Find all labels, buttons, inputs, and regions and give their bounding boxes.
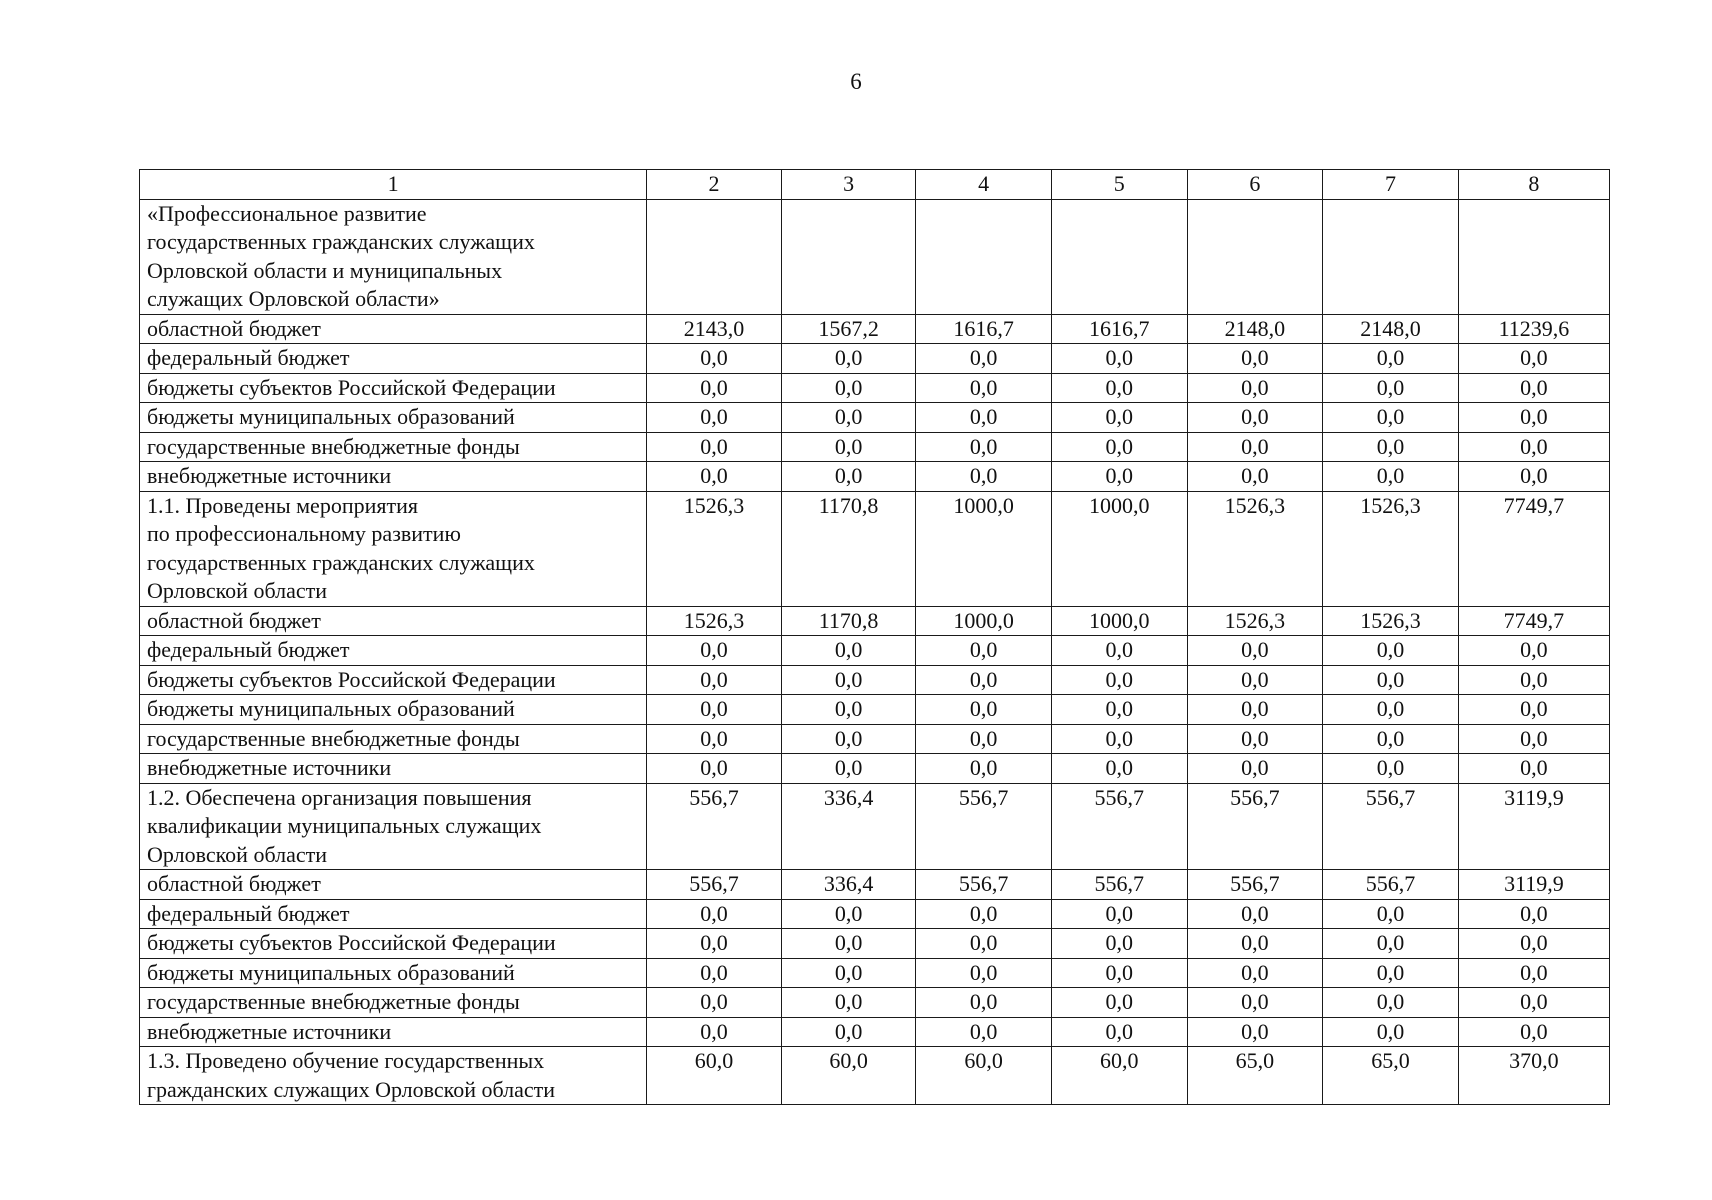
value-cell: 0,0 bbox=[647, 724, 782, 754]
row-label: государственные внебюджетные фонды bbox=[140, 988, 647, 1018]
column-number-header: 7 bbox=[1323, 170, 1459, 200]
value-cell: 556,7 bbox=[916, 783, 1052, 870]
value-cell: 336,4 bbox=[781, 783, 916, 870]
value-cell: 1526,3 bbox=[647, 491, 782, 606]
row-label-line: служащих Орловской области» bbox=[147, 286, 440, 311]
value-cell bbox=[916, 199, 1052, 314]
value-cell: 556,7 bbox=[647, 783, 782, 870]
value-cell: 0,0 bbox=[1187, 665, 1323, 695]
value-cell: 0,0 bbox=[1458, 373, 1609, 403]
row-label: федеральный бюджет bbox=[140, 636, 647, 666]
row-label: бюджеты субъектов Российской Федерации bbox=[140, 929, 647, 959]
value-cell: 556,7 bbox=[1051, 870, 1187, 900]
value-cell: 0,0 bbox=[1458, 432, 1609, 462]
value-cell: 7749,7 bbox=[1458, 491, 1609, 606]
value-cell: 0,0 bbox=[1051, 695, 1187, 725]
value-cell: 0,0 bbox=[1187, 344, 1323, 374]
table-row bbox=[140, 1047, 1610, 1105]
row-label-line: по профессиональному развитию bbox=[147, 521, 461, 546]
column-number-header: 6 bbox=[1187, 170, 1323, 200]
budget-table bbox=[139, 169, 1610, 1105]
value-cell: 0,0 bbox=[916, 432, 1052, 462]
value-cell: 0,0 bbox=[916, 929, 1052, 959]
value-cell: 60,0 bbox=[916, 1047, 1052, 1105]
value-cell: 2148,0 bbox=[1323, 314, 1459, 344]
value-cell: 0,0 bbox=[647, 403, 782, 433]
value-cell: 0,0 bbox=[647, 929, 782, 959]
value-cell: 0,0 bbox=[1458, 929, 1609, 959]
value-cell: 0,0 bbox=[916, 636, 1052, 666]
value-cell: 0,0 bbox=[781, 988, 916, 1018]
column-number-header: 4 bbox=[916, 170, 1052, 200]
value-cell: 0,0 bbox=[916, 403, 1052, 433]
value-cell bbox=[781, 199, 916, 314]
value-cell: 0,0 bbox=[1458, 1017, 1609, 1047]
value-cell: 0,0 bbox=[647, 754, 782, 784]
value-cell: 1000,0 bbox=[916, 606, 1052, 636]
value-cell: 0,0 bbox=[1051, 988, 1187, 1018]
value-cell: 0,0 bbox=[781, 432, 916, 462]
value-cell: 0,0 bbox=[916, 695, 1052, 725]
value-cell: 0,0 bbox=[1187, 462, 1323, 492]
value-cell: 0,0 bbox=[1458, 899, 1609, 929]
row-label-line: «Профессиональное развитие bbox=[147, 200, 427, 226]
value-cell: 0,0 bbox=[781, 403, 916, 433]
value-cell: 0,0 bbox=[1051, 462, 1187, 492]
value-cell: 0,0 bbox=[781, 695, 916, 725]
table-row bbox=[140, 783, 1610, 870]
table-row bbox=[140, 724, 1610, 754]
table-row bbox=[140, 899, 1610, 929]
value-cell: 0,0 bbox=[1187, 636, 1323, 666]
value-cell: 0,0 bbox=[916, 665, 1052, 695]
table-row bbox=[140, 432, 1610, 462]
value-cell: 60,0 bbox=[647, 1047, 782, 1105]
value-cell: 0,0 bbox=[1458, 695, 1609, 725]
value-cell: 556,7 bbox=[1323, 870, 1459, 900]
value-cell: 1616,7 bbox=[916, 314, 1052, 344]
value-cell: 0,0 bbox=[1051, 403, 1187, 433]
column-number-header: 1 bbox=[140, 170, 647, 200]
value-cell: 1526,3 bbox=[1187, 606, 1323, 636]
value-cell: 556,7 bbox=[1323, 783, 1459, 870]
value-cell: 0,0 bbox=[1458, 958, 1609, 988]
row-label-line: государственных гражданских служащих bbox=[147, 229, 535, 254]
row-label: областной бюджет bbox=[140, 606, 647, 636]
row-label bbox=[140, 783, 647, 870]
row-label: областной бюджет bbox=[140, 314, 647, 344]
value-cell: 0,0 bbox=[781, 754, 916, 784]
row-label: бюджеты субъектов Российской Федерации bbox=[140, 665, 647, 695]
value-cell: 0,0 bbox=[1051, 344, 1187, 374]
value-cell: 0,0 bbox=[1323, 432, 1459, 462]
value-cell: 0,0 bbox=[1458, 988, 1609, 1018]
value-cell: 0,0 bbox=[1187, 929, 1323, 959]
value-cell: 3119,9 bbox=[1458, 870, 1609, 900]
value-cell: 0,0 bbox=[1187, 1017, 1323, 1047]
value-cell: 0,0 bbox=[1187, 988, 1323, 1018]
value-cell: 0,0 bbox=[1323, 462, 1459, 492]
value-cell: 0,0 bbox=[916, 988, 1052, 1018]
value-cell: 0,0 bbox=[781, 373, 916, 403]
value-cell: 0,0 bbox=[1051, 636, 1187, 666]
value-cell: 0,0 bbox=[1323, 403, 1459, 433]
row-label-line: гражданских служащих Орловской области bbox=[147, 1076, 556, 1102]
value-cell: 0,0 bbox=[1051, 373, 1187, 403]
value-cell: 0,0 bbox=[781, 462, 916, 492]
value-cell: 0,0 bbox=[1187, 373, 1323, 403]
value-cell bbox=[1458, 199, 1609, 314]
value-cell: 0,0 bbox=[647, 1017, 782, 1047]
row-label-line: Орловской области bbox=[147, 578, 327, 603]
row-label bbox=[140, 199, 647, 314]
row-label-line: 1.2. Обеспечена организация повышения bbox=[147, 784, 532, 810]
value-cell: 1526,3 bbox=[1187, 491, 1323, 606]
row-label: федеральный бюджет bbox=[140, 899, 647, 929]
value-cell: 0,0 bbox=[916, 958, 1052, 988]
value-cell: 2148,0 bbox=[1187, 314, 1323, 344]
value-cell: 0,0 bbox=[1323, 373, 1459, 403]
value-cell: 0,0 bbox=[647, 636, 782, 666]
value-cell: 0,0 bbox=[916, 1017, 1052, 1047]
value-cell: 0,0 bbox=[916, 754, 1052, 784]
column-number-header: 2 bbox=[647, 170, 782, 200]
value-cell: 556,7 bbox=[647, 870, 782, 900]
value-cell: 0,0 bbox=[1323, 344, 1459, 374]
value-cell: 0,0 bbox=[781, 1017, 916, 1047]
value-cell: 0,0 bbox=[1323, 754, 1459, 784]
value-cell: 0,0 bbox=[1458, 403, 1609, 433]
value-cell: 0,0 bbox=[1323, 636, 1459, 666]
value-cell: 0,0 bbox=[1458, 665, 1609, 695]
row-label-line: 1.1. Проведены мероприятия bbox=[147, 492, 418, 518]
row-label: внебюджетные источники bbox=[140, 754, 647, 784]
value-cell bbox=[1051, 199, 1187, 314]
value-cell: 0,0 bbox=[1323, 899, 1459, 929]
row-label: областной бюджет bbox=[140, 870, 647, 900]
value-cell: 556,7 bbox=[1051, 783, 1187, 870]
row-label: бюджеты субъектов Российской Федерации bbox=[140, 373, 647, 403]
table-row bbox=[140, 1017, 1610, 1047]
value-cell: 1526,3 bbox=[647, 606, 782, 636]
value-cell: 0,0 bbox=[781, 636, 916, 666]
value-cell: 0,0 bbox=[1051, 432, 1187, 462]
value-cell: 1170,8 bbox=[781, 491, 916, 606]
table-row bbox=[140, 988, 1610, 1018]
table-row bbox=[140, 636, 1610, 666]
value-cell: 65,0 bbox=[1187, 1047, 1323, 1105]
value-cell: 0,0 bbox=[1187, 432, 1323, 462]
column-number-header: 3 bbox=[781, 170, 916, 200]
value-cell: 0,0 bbox=[916, 462, 1052, 492]
table-row bbox=[140, 314, 1610, 344]
value-cell: 0,0 bbox=[1458, 754, 1609, 784]
value-cell: 0,0 bbox=[916, 344, 1052, 374]
header-row bbox=[140, 170, 1610, 200]
row-label-line: Орловской области и муниципальных bbox=[147, 257, 503, 283]
row-label: внебюджетные источники bbox=[140, 462, 647, 492]
value-cell bbox=[1187, 199, 1323, 314]
value-cell: 0,0 bbox=[647, 695, 782, 725]
value-cell: 0,0 bbox=[1458, 724, 1609, 754]
value-cell bbox=[1323, 199, 1459, 314]
value-cell: 7749,7 bbox=[1458, 606, 1609, 636]
value-cell: 0,0 bbox=[1187, 724, 1323, 754]
value-cell: 0,0 bbox=[781, 665, 916, 695]
value-cell: 0,0 bbox=[1051, 899, 1187, 929]
table-row bbox=[140, 344, 1610, 374]
row-label-line: государственных гражданских служащих bbox=[147, 549, 535, 575]
value-cell: 1000,0 bbox=[1051, 606, 1187, 636]
value-cell: 556,7 bbox=[916, 870, 1052, 900]
value-cell: 0,0 bbox=[781, 929, 916, 959]
value-cell: 11239,6 bbox=[1458, 314, 1609, 344]
value-cell: 556,7 bbox=[1187, 870, 1323, 900]
value-cell: 370,0 bbox=[1458, 1047, 1609, 1105]
row-label: бюджеты муниципальных образований bbox=[140, 958, 647, 988]
value-cell: 0,0 bbox=[647, 899, 782, 929]
row-label: государственные внебюджетные фонды bbox=[140, 724, 647, 754]
value-cell: 60,0 bbox=[781, 1047, 916, 1105]
value-cell: 0,0 bbox=[1323, 1017, 1459, 1047]
value-cell: 1616,7 bbox=[1051, 314, 1187, 344]
value-cell: 0,0 bbox=[781, 958, 916, 988]
table-row bbox=[140, 754, 1610, 784]
value-cell: 0,0 bbox=[647, 462, 782, 492]
value-cell: 1000,0 bbox=[916, 491, 1052, 606]
table-row bbox=[140, 606, 1610, 636]
row-label: государственные внебюджетные фонды bbox=[140, 432, 647, 462]
table-row bbox=[140, 695, 1610, 725]
page-number: 6 bbox=[850, 69, 862, 94]
row-label-line: квалификации муниципальных служащих bbox=[147, 813, 542, 838]
row-label: внебюджетные источники bbox=[140, 1017, 647, 1047]
value-cell: 0,0 bbox=[1323, 929, 1459, 959]
value-cell: 0,0 bbox=[647, 344, 782, 374]
value-cell: 0,0 bbox=[1187, 754, 1323, 784]
value-cell: 0,0 bbox=[1051, 958, 1187, 988]
row-label bbox=[140, 1047, 647, 1105]
value-cell: 0,0 bbox=[1458, 462, 1609, 492]
row-label: бюджеты муниципальных образований bbox=[140, 403, 647, 433]
value-cell: 0,0 bbox=[916, 899, 1052, 929]
value-cell: 0,0 bbox=[1323, 958, 1459, 988]
value-cell: 0,0 bbox=[1051, 1017, 1187, 1047]
table-row bbox=[140, 929, 1610, 959]
value-cell: 1000,0 bbox=[1051, 491, 1187, 606]
value-cell: 0,0 bbox=[1187, 695, 1323, 725]
table-row bbox=[140, 373, 1610, 403]
table-row bbox=[140, 958, 1610, 988]
row-label: федеральный бюджет bbox=[140, 344, 647, 374]
value-cell: 3119,9 bbox=[1458, 783, 1609, 870]
value-cell: 0,0 bbox=[781, 899, 916, 929]
value-cell: 0,0 bbox=[1187, 403, 1323, 433]
row-label bbox=[140, 491, 647, 606]
value-cell: 0,0 bbox=[1323, 695, 1459, 725]
value-cell: 0,0 bbox=[1323, 724, 1459, 754]
table-row bbox=[140, 199, 1610, 314]
value-cell: 0,0 bbox=[1458, 344, 1609, 374]
value-cell: 65,0 bbox=[1323, 1047, 1459, 1105]
value-cell: 0,0 bbox=[916, 724, 1052, 754]
value-cell: 0,0 bbox=[1323, 665, 1459, 695]
row-label-line: Орловской области bbox=[147, 841, 327, 867]
table-row bbox=[140, 403, 1610, 433]
value-cell: 2143,0 bbox=[647, 314, 782, 344]
row-label: бюджеты муниципальных образований bbox=[140, 695, 647, 725]
value-cell: 0,0 bbox=[1323, 988, 1459, 1018]
table-row bbox=[140, 491, 1610, 606]
value-cell: 0,0 bbox=[1051, 929, 1187, 959]
value-cell: 0,0 bbox=[1187, 899, 1323, 929]
value-cell: 0,0 bbox=[1051, 665, 1187, 695]
value-cell: 1170,8 bbox=[781, 606, 916, 636]
value-cell: 0,0 bbox=[647, 988, 782, 1018]
column-number-header: 5 bbox=[1051, 170, 1187, 200]
value-cell: 0,0 bbox=[781, 724, 916, 754]
value-cell: 0,0 bbox=[647, 958, 782, 988]
column-number-header: 8 bbox=[1458, 170, 1609, 200]
budget-table-body bbox=[140, 170, 1610, 1105]
value-cell: 0,0 bbox=[1051, 724, 1187, 754]
row-label-line: 1.3. Проведено обучение государственных bbox=[147, 1048, 545, 1073]
value-cell: 0,0 bbox=[916, 373, 1052, 403]
value-cell: 556,7 bbox=[1187, 783, 1323, 870]
value-cell: 60,0 bbox=[1051, 1047, 1187, 1105]
table-row bbox=[140, 462, 1610, 492]
table-row bbox=[140, 665, 1610, 695]
value-cell: 0,0 bbox=[1458, 636, 1609, 666]
value-cell: 1526,3 bbox=[1323, 606, 1459, 636]
value-cell: 1567,2 bbox=[781, 314, 916, 344]
value-cell: 336,4 bbox=[781, 870, 916, 900]
table-row bbox=[140, 870, 1610, 900]
value-cell: 1526,3 bbox=[1323, 491, 1459, 606]
value-cell: 0,0 bbox=[781, 344, 916, 374]
value-cell: 0,0 bbox=[647, 373, 782, 403]
value-cell: 0,0 bbox=[647, 432, 782, 462]
value-cell bbox=[647, 199, 782, 314]
value-cell: 0,0 bbox=[1051, 754, 1187, 784]
value-cell: 0,0 bbox=[1187, 958, 1323, 988]
value-cell: 0,0 bbox=[647, 665, 782, 695]
